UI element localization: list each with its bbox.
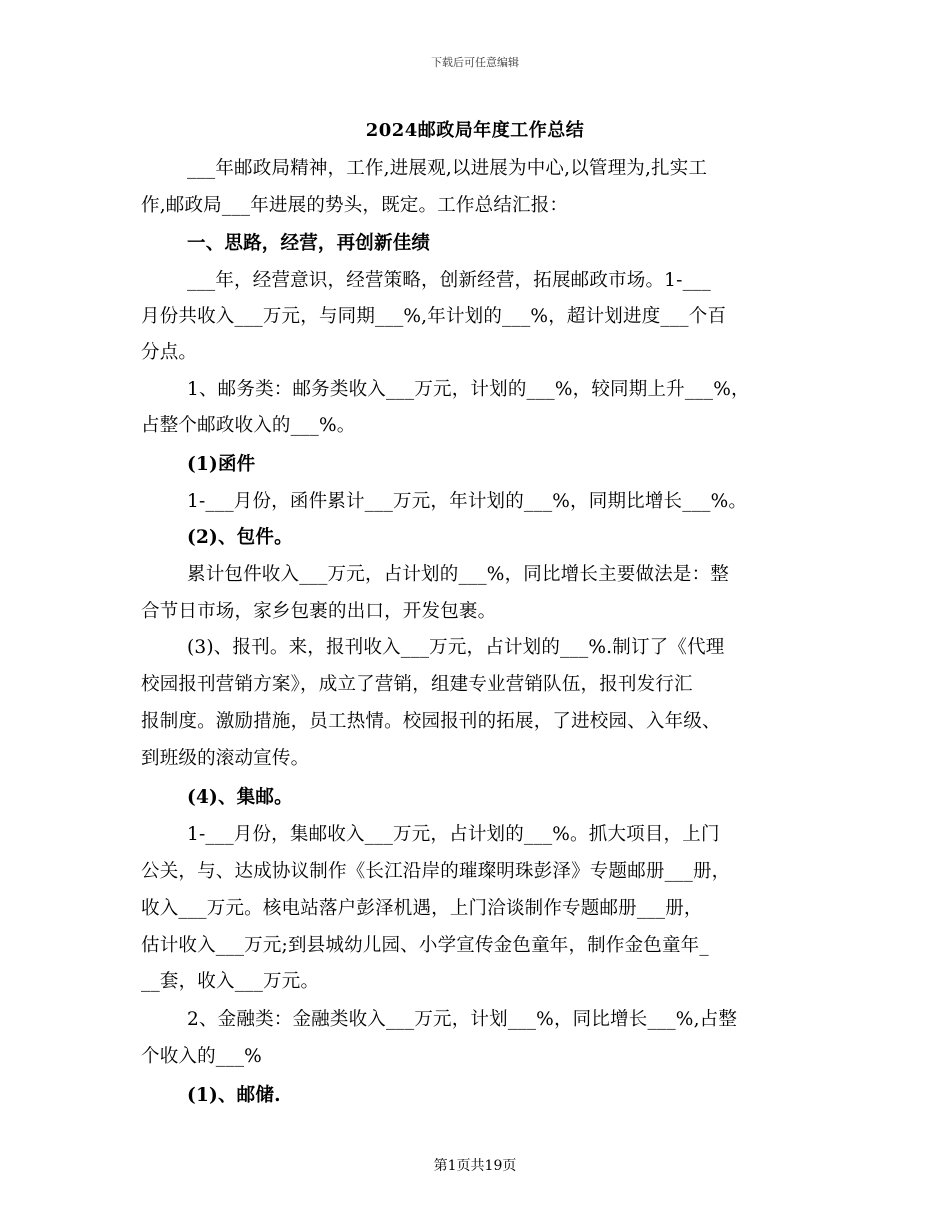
paragraph-line: 公关，与、达成协议制作《长江沿岸的璀璨明珠彭泽》专题邮册___册，: [141, 861, 731, 882]
paragraph-line: (3)、报刊。来，报刊收入___万元，占计划的___%.制订了《代理: [187, 637, 725, 658]
paragraph-line: 估计收入___万元;到县城幼儿园、小学宣传金色童年，制作金色童年_: [141, 935, 709, 956]
paragraph-line: 报制度。激励措施，员工热情。校园报刊的拓展，了进校园、入年级、: [141, 711, 721, 732]
paragraph-line: ___年邮政局精神，工作,进展观,以进展为中心,以管理为,扎实工: [187, 158, 708, 179]
paragraph-line: 到班级的滚动宣传。: [141, 748, 310, 769]
paragraph-line: 1-___月份，集邮收入___万元，占计划的___%。抓大项目，上门: [187, 824, 720, 845]
paragraph-line: 合节日市场，家乡包裹的出口，开发包裹。: [141, 601, 497, 622]
subsection-heading: (4)、集邮。: [187, 787, 293, 808]
paragraph-line: 个收入的___%: [141, 1046, 262, 1067]
paragraph-line: 收入___万元。核电站落户彭泽机遇，上门洽谈制作专题邮册___册，: [141, 898, 703, 919]
page-footer: 第1页共19页: [433, 1158, 517, 1174]
subsection-heading: (1)、邮储.: [187, 1085, 281, 1106]
paragraph-line: 占整个邮政收入的___%。: [141, 415, 356, 436]
paragraph-line: 1-___月份，函件累计___万元，年计划的___%，同期比增长___%。: [187, 491, 748, 512]
paragraph-line: 1、邮务类：邮务类收入___万元，计划的___%，较同期上升___%，: [187, 379, 750, 400]
subsection-heading: (1)函件: [187, 454, 256, 475]
paragraph-line: 作,邮政局___年进展的势头，既定。工作总结汇报：: [141, 195, 569, 216]
paragraph-line: ___年，经营意识，经营策略，创新经营，拓展邮政市场。1-___: [187, 270, 711, 291]
paragraph-line: __套，收入___万元。: [141, 971, 320, 992]
paragraph-line: 校园报刊营销方案》，成立了营销，组建专业营销队伍，报刊发行汇: [141, 674, 693, 695]
paragraph-line: 分点。: [141, 342, 198, 363]
document-title: 2024邮政局年度工作总结: [365, 120, 585, 141]
subsection-heading: (2)、包件。: [187, 527, 293, 548]
section-heading: 一、思路，经营，再创新佳绩: [187, 233, 431, 254]
header-note: 下载后可任意编辑: [431, 56, 519, 69]
paragraph-line: 累计包件收入___万元，占计划的___%，同比增长主要做法是：整: [187, 564, 729, 585]
paragraph-line: 月份共收入___万元，与同期___%,年计划的___%，超计划进度___个百: [141, 306, 727, 327]
paragraph-line: 2、金融类：金融类收入___万元，计划___%，同比增长___%,占整: [187, 1009, 738, 1030]
